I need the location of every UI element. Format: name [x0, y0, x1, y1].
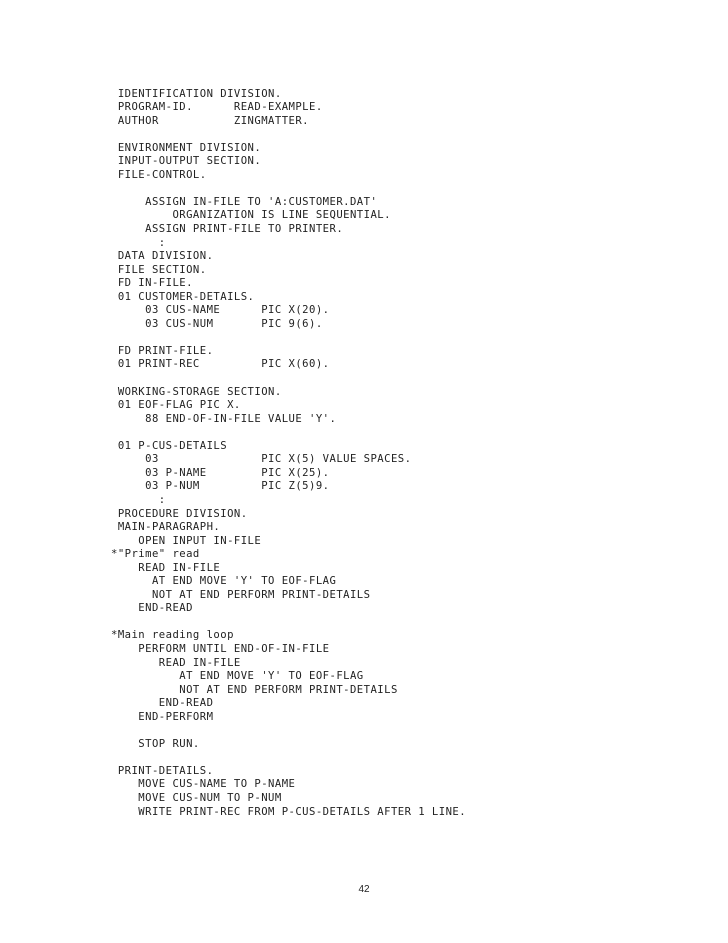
code-line: *"Prime" read [111, 548, 200, 561]
code-line: IDENTIFICATION DIVISION. [111, 87, 282, 100]
code-line: STOP RUN. [111, 737, 200, 750]
code-line: MOVE CUS-NUM TO P-NUM [111, 791, 282, 804]
code-line: AUTHOR ZINGMATTER. [111, 114, 310, 127]
code-line: FD IN-FILE. [111, 277, 193, 290]
code-line: ENVIRONMENT DIVISION. [111, 141, 262, 154]
code-line: : [111, 493, 166, 506]
code-line: AT END MOVE 'Y' TO EOF-FLAG [111, 670, 364, 683]
code-line: MAIN-PARAGRAPH. [111, 521, 221, 534]
page-number: 42 [358, 884, 370, 895]
code-line: FD PRINT-FILE. [111, 344, 214, 357]
code-line: 88 END-OF-IN-FILE VALUE 'Y'. [111, 412, 337, 425]
code-line: READ IN-FILE [111, 656, 241, 669]
code-line: NOT AT END PERFORM PRINT-DETAILS [111, 588, 371, 601]
code-line: 01 P-CUS-DETAILS [111, 439, 228, 452]
code-line: 01 PRINT-REC PIC X(60). [111, 358, 330, 371]
code-line: FILE SECTION. [111, 263, 207, 276]
code-line: 03 P-NAME PIC X(25). [111, 466, 330, 479]
code-line: OPEN INPUT IN-FILE [111, 534, 262, 547]
code-line: ASSIGN PRINT-FILE TO PRINTER. [111, 223, 344, 236]
code-line [111, 616, 701, 630]
code-line: DATA DIVISION. [111, 250, 214, 263]
code-line: AT END MOVE 'Y' TO EOF-FLAG [111, 575, 337, 588]
cobol-code-listing [111, 74, 701, 819]
code-line: END-READ [111, 697, 214, 710]
code-line: PROCEDURE DIVISION. [111, 507, 248, 520]
code-line: READ IN-FILE [111, 561, 221, 574]
code-line: 03 CUS-NUM PIC 9(6). [111, 317, 323, 330]
code-line: 03 CUS-NAME PIC X(20). [111, 304, 330, 317]
code-line: WORKING-STORAGE SECTION. [111, 385, 282, 398]
code-line [111, 128, 701, 142]
code-line: : [111, 236, 166, 249]
code-line: 01 CUSTOMER-DETAILS. [111, 290, 255, 303]
code-line: END-READ [111, 602, 193, 615]
code-line: WRITE PRINT-REC FROM P-CUS-DETAILS AFTER 1 LINE. [111, 805, 467, 818]
code-line [111, 724, 701, 738]
code-line [111, 74, 701, 88]
code-line [111, 426, 701, 440]
code-line: MOVE CUS-NAME TO P-NAME [111, 778, 296, 791]
code-line: 03 PIC X(5) VALUE SPACES. [111, 453, 412, 466]
code-line: INPUT-OUTPUT SECTION. [111, 155, 262, 168]
code-line: NOT AT END PERFORM PRINT-DETAILS [111, 683, 398, 696]
code-line: 03 P-NUM PIC Z(5)9. [111, 480, 330, 493]
code-line: ORGANIZATION IS LINE SEQUENTIAL. [111, 209, 391, 222]
code-line: PRINT-DETAILS. [111, 764, 214, 777]
code-line [111, 182, 701, 196]
code-line: 01 EOF-FLAG PIC X. [111, 399, 241, 412]
code-line [111, 751, 701, 765]
code-line: ASSIGN IN-FILE TO 'A:CUSTOMER.DAT' [111, 195, 378, 208]
code-line [111, 372, 701, 386]
code-line: *Main reading loop [111, 629, 234, 642]
code-line: PROGRAM-ID. READ-EXAMPLE. [111, 101, 323, 114]
code-line [111, 331, 701, 345]
code-line: FILE-CONTROL. [111, 168, 207, 181]
code-line: PERFORM UNTIL END-OF-IN-FILE [111, 642, 330, 655]
code-line: END-PERFORM [111, 710, 214, 723]
